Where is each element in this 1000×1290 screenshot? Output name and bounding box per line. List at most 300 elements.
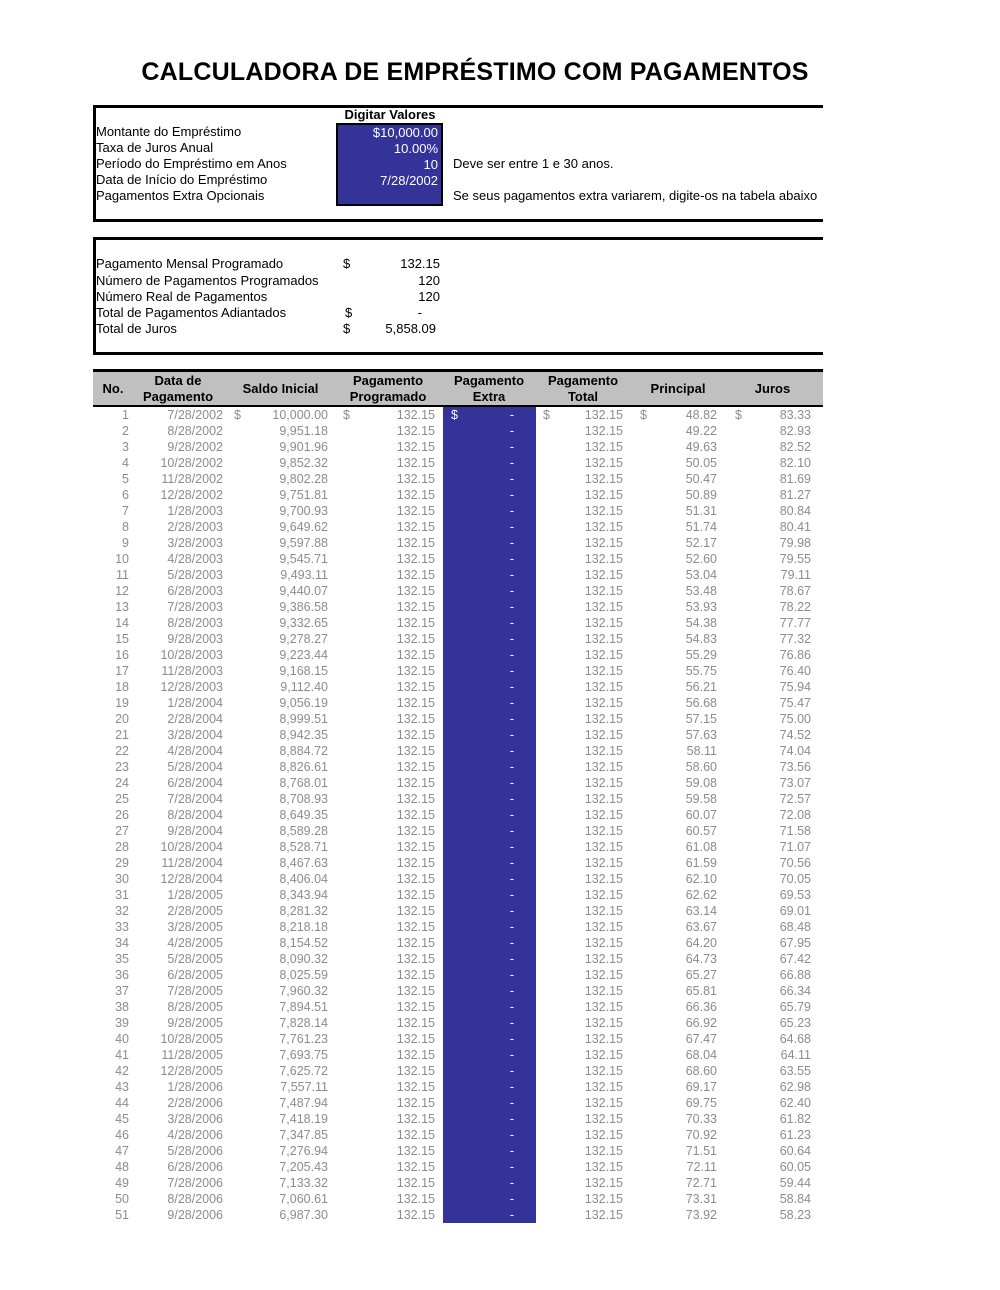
cell-extra[interactable]: - [509, 968, 514, 982]
cell-scheduled: 132.15 [396, 840, 435, 854]
cell-extra[interactable]: - [509, 1096, 514, 1110]
cell-total: 132.15 [584, 968, 623, 982]
cell-begin-balance: 9,597.88 [279, 536, 328, 550]
cell-principal: 57.15 [685, 712, 717, 726]
cell-begin-balance: 7,828.14 [279, 1016, 328, 1030]
cell-extra[interactable]: - [509, 472, 514, 486]
cell-principal: 63.67 [685, 920, 717, 934]
table-row [0, 791, 1000, 807]
cell-extra[interactable]: - [509, 776, 514, 790]
cell-principal: 49.63 [685, 440, 717, 454]
extra-payments-label: Pagamentos Extra Opcionais [96, 188, 265, 203]
cell-no: 44 [115, 1096, 129, 1110]
cell-total: 132.15 [584, 1064, 623, 1078]
cell-date: 1/28/2006 [167, 1080, 223, 1094]
cell-principal: 73.92 [685, 1208, 717, 1222]
cell-no: 28 [115, 840, 129, 854]
cell-date: 4/28/2003 [167, 552, 223, 566]
cell-begin-balance: 8,649.35 [279, 808, 328, 822]
table-row [0, 1191, 1000, 1207]
table-row [0, 631, 1000, 647]
cell-scheduled: 132.15 [396, 408, 435, 422]
cell-date: 5/28/2006 [167, 1144, 223, 1158]
cell-extra[interactable]: - [509, 568, 514, 582]
cell-begin-balance: 9,278.27 [279, 632, 328, 646]
cell-total: 132.15 [584, 1032, 623, 1046]
table-row [0, 855, 1000, 871]
cell-extra[interactable]: - [509, 488, 514, 502]
cell-extra[interactable]: - [509, 936, 514, 950]
cell-extra[interactable]: - [509, 1016, 514, 1030]
cell-extra[interactable]: - [509, 1080, 514, 1094]
cell-date: 6/28/2004 [167, 776, 223, 790]
cell-principal: 49.22 [685, 424, 717, 438]
cell-no: 26 [115, 808, 129, 822]
cell-total: 132.15 [584, 440, 623, 454]
table-row [0, 759, 1000, 775]
cell-date: 9/28/2006 [167, 1208, 223, 1222]
cell-extra[interactable]: - [509, 696, 514, 710]
cell-total: 132.15 [584, 424, 623, 438]
table-row [0, 743, 1000, 759]
table-row [0, 1159, 1000, 1175]
cell-extra[interactable]: - [509, 824, 514, 838]
cell-total: 132.15 [584, 568, 623, 582]
table-row [0, 823, 1000, 839]
cell-scheduled: 132.15 [396, 904, 435, 918]
cell-extra[interactable]: - [509, 904, 514, 918]
cell-principal: 53.04 [685, 568, 717, 582]
cell-scheduled: 132.15 [396, 920, 435, 934]
table-row [0, 1031, 1000, 1047]
cell-extra[interactable]: - [509, 536, 514, 550]
cell-extra[interactable]: - [509, 952, 514, 966]
cell-begin-balance: 8,343.94 [279, 888, 328, 902]
cell-extra[interactable]: - [509, 856, 514, 870]
cell-begin-balance: 9,112.40 [280, 680, 328, 694]
cell-total: 132.15 [584, 840, 623, 854]
cell-date: 9/28/2002 [167, 440, 223, 454]
cell-principal: 70.92 [685, 1128, 717, 1142]
cell-principal: 61.08 [685, 840, 717, 854]
table-row [0, 439, 1000, 455]
cell-scheduled: 132.15 [396, 760, 435, 774]
cell-extra[interactable]: - [509, 440, 514, 454]
cell-extra[interactable]: - [509, 648, 514, 662]
cell-interest: 79.11 [780, 568, 811, 582]
cell-extra[interactable]: - [509, 616, 514, 630]
cell-extra[interactable]: - [509, 1144, 514, 1158]
cell-interest: 79.55 [779, 552, 811, 566]
cell-scheduled: 132.15 [396, 680, 435, 694]
cell-extra[interactable]: - [509, 792, 514, 806]
cell-no: 4 [122, 456, 129, 470]
cell-extra[interactable]: - [509, 456, 514, 470]
table-row [0, 503, 1000, 519]
cell-extra[interactable]: - [509, 888, 514, 902]
cell-begin-balance: 9,440.07 [279, 584, 328, 598]
cell-date: 8/28/2003 [167, 616, 223, 630]
cell-scheduled: 132.15 [396, 520, 435, 534]
cell-extra[interactable]: - [509, 744, 514, 758]
cell-extra[interactable]: - [509, 1192, 514, 1206]
cell-no: 14 [115, 616, 129, 630]
cell-total: 132.15 [584, 616, 623, 630]
cell-date: 4/28/2006 [167, 1128, 223, 1142]
cell-extra[interactable]: - [509, 632, 514, 646]
cell-date: 7/28/2006 [167, 1176, 223, 1190]
cell-principal: 66.36 [685, 1000, 717, 1014]
table-row [0, 1143, 1000, 1159]
cell-total: 132.15 [584, 904, 623, 918]
cell-extra[interactable]: - [509, 600, 514, 614]
cell-scheduled: 132.15 [396, 456, 435, 470]
cell-no: 24 [115, 776, 129, 790]
cell-no: 2 [122, 424, 129, 438]
years-note: Deve ser entre 1 e 30 anos. [453, 156, 614, 171]
cell-principal: 59.58 [685, 792, 717, 806]
cell-scheduled: 132.15 [396, 616, 435, 630]
cell-total: 132.15 [584, 1144, 623, 1158]
table-row [0, 471, 1000, 487]
cell-no: 6 [122, 488, 129, 502]
cell-scheduled: 132.15 [396, 632, 435, 646]
cell-date: 12/28/2004 [160, 872, 223, 886]
cell-total: 132.15 [584, 776, 623, 790]
cell-total: 132.15 [584, 1208, 623, 1222]
cell-date: 10/28/2002 [160, 456, 223, 470]
cell-principal: 54.83 [685, 632, 717, 646]
cell-extra[interactable]: - [509, 552, 514, 566]
cell-total: 132.15 [584, 984, 623, 998]
loan-amount-input[interactable]: $10,000.00 [372, 125, 438, 140]
scheduled-payment-value: 132.15 [400, 256, 440, 271]
cell-interest: 74.52 [779, 728, 811, 742]
cell-no: 39 [115, 1016, 129, 1030]
cell-scheduled: 132.15 [396, 968, 435, 982]
cell-date: 8/28/2006 [167, 1192, 223, 1206]
cell-interest: 80.84 [779, 504, 811, 518]
cell-principal: 67.47 [685, 1032, 717, 1046]
cell-begin-balance: 8,467.63 [279, 856, 328, 870]
cell-principal: 64.20 [685, 936, 717, 950]
cell-date: 6/28/2003 [167, 584, 223, 598]
cell-interest: 68.48 [779, 920, 811, 934]
cell-date: 11/28/2004 [161, 856, 223, 870]
cell-principal: 65.27 [685, 968, 717, 982]
cell-date: 11/28/2003 [161, 664, 223, 678]
cell-date: 8/28/2005 [167, 1000, 223, 1014]
cell-total: 132.15 [584, 632, 623, 646]
cell-date: 2/28/2005 [167, 904, 223, 918]
cell-date: 1/28/2005 [167, 888, 223, 902]
cell-begin-balance: 7,060.61 [279, 1192, 328, 1206]
cell-begin-balance: 8,768.01 [279, 776, 328, 790]
cell-begin-balance: 9,802.28 [279, 472, 328, 486]
table-row [0, 839, 1000, 855]
cell-scheduled: 132.15 [396, 1000, 435, 1014]
table-row [0, 983, 1000, 999]
cell-interest: 83.33 [779, 408, 811, 422]
cell-no: 43 [115, 1080, 129, 1094]
table-row [0, 407, 1000, 423]
cell-begin-balance: 6,987.30 [279, 1208, 328, 1222]
cell-interest: 72.57 [779, 792, 811, 806]
table-row [0, 919, 1000, 935]
cell-scheduled: 132.15 [396, 1016, 435, 1030]
start-date-input[interactable]: 7/28/2002 [380, 173, 438, 188]
cell-interest: 60.64 [779, 1144, 811, 1158]
cell-extra[interactable]: - [509, 1112, 514, 1126]
scheduled-payment-label: Pagamento Mensal Programado [96, 256, 284, 271]
cell-scheduled: 132.15 [396, 856, 435, 870]
cell-no: 31 [115, 888, 129, 902]
cell-scheduled: 132.15 [396, 872, 435, 886]
table-row [0, 1015, 1000, 1031]
cell-interest: 69.01 [779, 904, 811, 918]
cell-scheduled: 132.15 [396, 936, 435, 950]
cell-scheduled: 132.15 [396, 824, 435, 838]
cell-interest: 63.55 [779, 1064, 811, 1078]
loan-period-input[interactable]: 10 [423, 157, 438, 172]
cell-begin-balance: 7,625.72 [279, 1064, 328, 1078]
currency-symbol: $ [345, 305, 353, 320]
table-row [0, 423, 1000, 439]
cell-extra[interactable]: - [509, 1208, 514, 1222]
cell-total: 132.15 [584, 824, 623, 838]
cell-no: 41 [115, 1048, 129, 1062]
cell-extra[interactable]: - [509, 760, 514, 774]
cell-begin-balance: 7,133.32 [279, 1176, 328, 1190]
cell-interest: 64.11 [780, 1048, 811, 1062]
cell-principal: 52.60 [685, 552, 717, 566]
cell-extra[interactable]: - [509, 680, 514, 694]
table-row [0, 951, 1000, 967]
cell-interest: 59.44 [779, 1176, 811, 1190]
cell-principal: 55.75 [685, 664, 717, 678]
cell-extra[interactable]: - [509, 408, 514, 422]
table-row [0, 615, 1000, 631]
cell-principal: 54.38 [685, 616, 717, 630]
cell-date: 6/28/2006 [167, 1160, 223, 1174]
cell-interest: 71.07 [779, 840, 811, 854]
cell-no: 21 [115, 728, 129, 742]
cell-extra[interactable]: - [509, 520, 514, 534]
cell-total: 132.15 [584, 1048, 623, 1062]
cell-principal: 72.71 [685, 1176, 717, 1190]
table-row [0, 887, 1000, 903]
cell-extra[interactable]: - [509, 1048, 514, 1062]
cell-extra[interactable]: - [509, 1064, 514, 1078]
table-row [0, 967, 1000, 983]
cell-date: 5/28/2003 [167, 568, 223, 582]
cell-scheduled: 132.15 [396, 1048, 435, 1062]
cell-begin-balance: 9,951.18 [279, 424, 328, 438]
cell-principal: 62.62 [685, 888, 717, 902]
cell-scheduled: 132.15 [396, 648, 435, 662]
cell-scheduled: 132.15 [396, 984, 435, 998]
cell-total: 132.15 [584, 712, 623, 726]
cell-extra[interactable]: - [509, 1176, 514, 1190]
cell-total: 132.15 [584, 808, 623, 822]
cell-date: 7/28/2003 [167, 600, 223, 614]
cell-principal: 66.92 [685, 1016, 717, 1030]
cell-total: 132.15 [584, 488, 623, 502]
cell-no: 5 [122, 472, 129, 486]
col-header-principal: Principal [650, 381, 706, 396]
cell-scheduled: 132.15 [396, 1032, 435, 1046]
cell-extra[interactable]: - [509, 872, 514, 886]
scheduled-count-label: Número de Pagamentos Programados [96, 273, 319, 288]
cell-interest: 77.77 [779, 616, 811, 630]
cell-date: 4/28/2005 [167, 936, 223, 950]
cell-scheduled: 132.15 [396, 664, 435, 678]
cell-date: 5/28/2005 [167, 952, 223, 966]
cell-scheduled: 132.15 [396, 1096, 435, 1110]
cell-begin-balance: 7,557.11 [280, 1080, 328, 1094]
cell-date: 10/28/2004 [160, 840, 223, 854]
cell-begin-balance: 9,545.71 [279, 552, 328, 566]
interest-rate-input[interactable]: 10.00% [393, 141, 438, 156]
cell-extra[interactable]: - [509, 1032, 514, 1046]
cell-date: 9/28/2004 [167, 824, 223, 838]
cell-no: 25 [115, 792, 129, 806]
currency-symbol: $ [343, 256, 351, 271]
cell-extra[interactable]: - [509, 504, 514, 518]
cell-no: 8 [122, 520, 129, 534]
cell-no: 49 [115, 1176, 129, 1190]
cell-no: 10 [115, 552, 129, 566]
cell-begin-balance: 8,942.35 [279, 728, 328, 742]
cell-no: 19 [115, 696, 129, 710]
table-row [0, 551, 1000, 567]
col-header-date: Data de Pagamento [142, 373, 214, 404]
cell-interest: 80.41 [779, 520, 811, 534]
table-row [0, 583, 1000, 599]
cell-total: 132.15 [584, 664, 623, 678]
cell-interest: 65.79 [779, 1000, 811, 1014]
cell-total: 132.15 [584, 1160, 623, 1174]
cell-scheduled: 132.15 [396, 808, 435, 822]
cell-total: 132.15 [584, 1176, 623, 1190]
cell-date: 3/28/2005 [167, 920, 223, 934]
col-header-scheduled: Pagamento Programado [349, 373, 427, 404]
cell-begin-balance: 7,761.23 [279, 1032, 328, 1046]
cell-no: 51 [115, 1208, 129, 1222]
cell-date: 1/28/2004 [167, 696, 223, 710]
cell-scheduled: 132.15 [396, 584, 435, 598]
cell-extra[interactable]: - [509, 840, 514, 854]
col-header-interest: Juros [754, 381, 791, 396]
cell-interest: 61.82 [779, 1112, 811, 1126]
cell-principal: 57.63 [685, 728, 717, 742]
interest-rate-label: Taxa de Juros Anual [96, 140, 214, 155]
cell-extra[interactable]: - [509, 808, 514, 822]
cell-date: 10/28/2005 [160, 1032, 223, 1046]
cell-extra[interactable]: - [509, 1128, 514, 1142]
cell-total: 132.15 [584, 952, 623, 966]
cell-scheduled: 132.15 [396, 952, 435, 966]
currency-symbol: $ [234, 408, 241, 422]
cell-begin-balance: 8,281.32 [279, 904, 328, 918]
early-payments-value: - [417, 305, 422, 320]
cell-date: 12/28/2003 [160, 680, 223, 694]
cell-scheduled: 132.15 [396, 1208, 435, 1222]
cell-begin-balance: 8,406.04 [279, 872, 328, 886]
cell-extra[interactable]: - [509, 664, 514, 678]
cell-total: 132.15 [584, 728, 623, 742]
cell-extra[interactable]: - [509, 728, 514, 742]
cell-interest: 76.86 [779, 648, 811, 662]
currency-symbol: $ [543, 408, 550, 422]
cell-date: 2/28/2003 [167, 520, 223, 534]
table-row [0, 727, 1000, 743]
loan-period-label: Período do Empréstimo em Anos [96, 156, 287, 171]
cell-interest: 81.27 [779, 488, 811, 502]
cell-date: 5/28/2004 [167, 760, 223, 774]
cell-begin-balance: 10,000.00 [272, 408, 328, 422]
cell-no: 11 [116, 568, 129, 582]
cell-interest: 60.05 [779, 1160, 811, 1174]
cell-total: 132.15 [584, 680, 623, 694]
cell-scheduled: 132.15 [396, 1144, 435, 1158]
cell-extra[interactable]: - [509, 424, 514, 438]
currency-symbol: $ [343, 408, 350, 422]
cell-begin-balance: 8,708.93 [279, 792, 328, 806]
cell-extra[interactable]: - [509, 1160, 514, 1174]
cell-total: 132.15 [584, 888, 623, 902]
cell-no: 34 [115, 936, 129, 950]
table-row [0, 599, 1000, 615]
cell-no: 46 [115, 1128, 129, 1142]
cell-date: 7/28/2004 [167, 792, 223, 806]
cell-scheduled: 132.15 [396, 440, 435, 454]
cell-interest: 82.93 [779, 424, 811, 438]
table-row [0, 1207, 1000, 1223]
cell-total: 132.15 [584, 1080, 623, 1094]
table-row [0, 695, 1000, 711]
cell-extra[interactable]: - [509, 1000, 514, 1014]
cell-no: 22 [115, 744, 129, 758]
cell-scheduled: 132.15 [396, 1192, 435, 1206]
cell-no: 47 [115, 1144, 129, 1158]
cell-begin-balance: 7,205.43 [279, 1160, 328, 1174]
cell-extra[interactable]: - [509, 712, 514, 726]
cell-extra[interactable]: - [509, 584, 514, 598]
cell-principal: 65.81 [685, 984, 717, 998]
cell-scheduled: 132.15 [396, 472, 435, 486]
cell-scheduled: 132.15 [396, 888, 435, 902]
cell-extra[interactable]: - [509, 984, 514, 998]
cell-principal: 68.60 [685, 1064, 717, 1078]
cell-no: 33 [115, 920, 129, 934]
cell-scheduled: 132.15 [396, 744, 435, 758]
cell-date: 12/28/2002 [160, 488, 223, 502]
cell-extra[interactable]: - [509, 920, 514, 934]
cell-begin-balance: 8,826.61 [279, 760, 328, 774]
cell-principal: 69.75 [685, 1096, 717, 1110]
cell-no: 17 [115, 664, 129, 678]
cell-total: 132.15 [584, 1128, 623, 1142]
cell-principal: 52.17 [685, 536, 717, 550]
cell-date: 7/28/2002 [167, 408, 223, 422]
cell-principal: 64.73 [685, 952, 717, 966]
cell-total: 132.15 [584, 472, 623, 486]
cell-no: 20 [115, 712, 129, 726]
cell-principal: 48.82 [685, 408, 717, 422]
cell-begin-balance: 8,218.18 [279, 920, 328, 934]
cell-interest: 75.94 [779, 680, 811, 694]
